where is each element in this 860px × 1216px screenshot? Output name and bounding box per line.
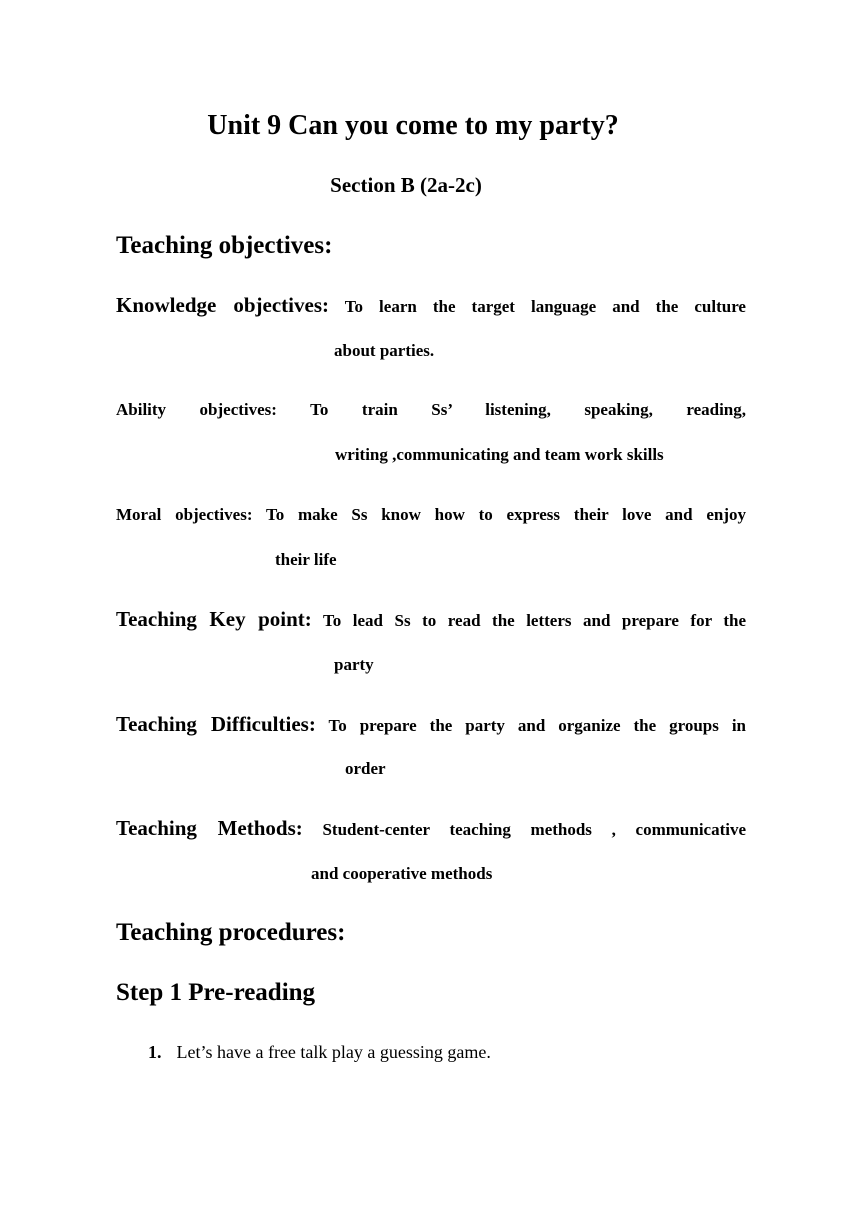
teaching-difficulties-continuation: order bbox=[345, 759, 386, 778]
list-item-text: Let’s have a free talk play a guessing game. bbox=[176, 1042, 491, 1062]
moral-objectives-label: Moral objectives: bbox=[116, 505, 253, 524]
list-item bbox=[148, 1042, 491, 1063]
teaching-methods-label: Teaching Methods: bbox=[116, 816, 303, 840]
ability-objectives-label: Ability objectives: bbox=[116, 400, 277, 419]
ability-objectives bbox=[116, 400, 746, 420]
knowledge-objectives-label: Knowledge objectives: bbox=[116, 293, 329, 317]
moral-objectives-text: To make Ss know how to express their love and enjoy bbox=[265, 505, 746, 524]
knowledge-objectives bbox=[116, 293, 746, 318]
teaching-key-point-continuation: party bbox=[334, 655, 374, 674]
teaching-key-point bbox=[116, 607, 746, 632]
teaching-difficulties-label: Teaching Difficulties: bbox=[116, 712, 316, 736]
document-subtitle: Section B (2a-2c) bbox=[330, 173, 482, 197]
ability-objectives-text: To train Ss’ listening, speaking, reading, bbox=[310, 400, 747, 419]
document-title: Unit 9 Can you come to my party? bbox=[207, 110, 619, 141]
teaching-procedures-heading: Teaching procedures: bbox=[116, 919, 346, 946]
moral-objectives-continuation: their life bbox=[275, 550, 337, 569]
teaching-methods-continuation: and cooperative methods bbox=[311, 864, 493, 883]
knowledge-objectives-continuation: about parties. bbox=[334, 341, 435, 360]
teaching-objectives-heading: Teaching objectives: bbox=[116, 232, 333, 259]
teaching-methods-text: Student-center teaching methods , communicative bbox=[322, 820, 747, 839]
moral-objectives bbox=[116, 505, 746, 525]
knowledge-objectives-text: To learn the target language and the culture bbox=[344, 297, 746, 316]
teaching-difficulties bbox=[116, 712, 746, 737]
ability-objectives-continuation: writing ,communicating and team work skills bbox=[335, 445, 664, 464]
list-item-number: 1. bbox=[148, 1042, 162, 1062]
teaching-methods bbox=[116, 816, 746, 841]
teaching-difficulties-text: To prepare the party and organize the groups in bbox=[328, 716, 747, 735]
step1-heading: Step 1 Pre-reading bbox=[116, 979, 316, 1006]
teaching-key-point-text: To lead Ss to read the letters and prepare for the bbox=[323, 611, 746, 630]
teaching-key-point-label: Teaching Key point: bbox=[116, 607, 312, 631]
